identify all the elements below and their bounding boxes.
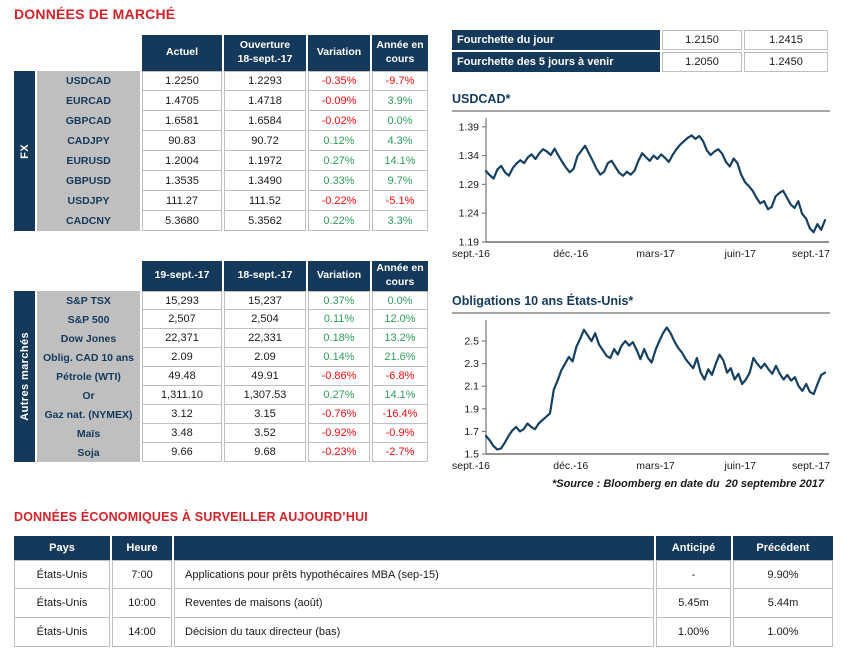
fx-cell: 1.2004 [142, 151, 222, 171]
cell-expected: - [656, 560, 731, 589]
svg-text:mars-17: mars-17 [636, 248, 675, 260]
markets-cell: 2.09 [142, 348, 222, 367]
svg-text:juin-17: juin-17 [724, 460, 757, 472]
fx-header-actual: Actuel [142, 35, 222, 71]
svg-text:sept.-16: sept.-16 [452, 460, 490, 472]
markets-row-label: Dow Jones [37, 329, 140, 348]
markets-row-label: Pétrole (WTI) [37, 367, 140, 386]
fx-row-label: EURUSD [37, 151, 140, 171]
svg-text:1.39: 1.39 [458, 121, 479, 134]
fx-row-label: USDJPY [37, 191, 140, 211]
cell-country: États-Unis [14, 589, 110, 618]
header-expected: Anticipé [656, 536, 731, 560]
fx-cell: 1.4718 [224, 91, 306, 111]
fx-cell: 1.6584 [224, 111, 306, 131]
fx-label-column [37, 35, 140, 231]
header-event [174, 536, 654, 560]
markets-col-variation [308, 261, 370, 462]
fx-cell-variation: -0.35% [308, 71, 370, 91]
markets-cell: 1,307.53 [224, 386, 306, 405]
markets-cell-variation: 0.18% [308, 329, 370, 348]
fx-row-label: CADCNY [37, 211, 140, 231]
svg-text:1.9: 1.9 [464, 403, 479, 416]
cell-time: 14:00 [112, 618, 172, 647]
cell-previous: 1.00% [733, 618, 833, 647]
svg-text:sept.-16: sept.-16 [452, 248, 490, 260]
bonds-chart-block [452, 294, 830, 479]
range-table [452, 30, 828, 72]
cell-event: Applications pour prêts hypothécaires MBA (sep-15) [174, 560, 654, 589]
markets-cell-ytd: 21.6% [372, 348, 428, 367]
svg-text:1.19: 1.19 [458, 236, 479, 249]
fx-cell: 1.2250 [142, 71, 222, 91]
markets-cell-variation: -0.92% [308, 424, 370, 443]
svg-text:1.29: 1.29 [458, 178, 479, 191]
markets-col-ytd [372, 261, 428, 462]
markets-row-label: S&P TSX [37, 291, 140, 310]
fx-table [14, 35, 428, 231]
markets-row-label: Oblig. CAD 10 ans [37, 348, 140, 367]
range-high: 1.2450 [744, 52, 828, 72]
markets-row-label: Maïs [37, 424, 140, 443]
markets-side-label: Autres marchés [18, 332, 31, 421]
svg-text:2.1: 2.1 [464, 380, 479, 393]
range-label: Fourchette du jour [452, 30, 660, 50]
econ-section-title: DONNÉES ÉCONOMIQUES À SURVEILLER AUJOURD’HUI [14, 510, 368, 524]
bonds-chart-title: Obligations 10 ans États-Unis* [452, 294, 634, 308]
fx-row-label: CADJPY [37, 131, 140, 151]
markets-row-label: Gaz nat. (NYMEX) [37, 405, 140, 424]
fx-cell: 111.27 [142, 191, 222, 211]
svg-text:mars-17: mars-17 [636, 460, 675, 472]
markets-cell: 9.66 [142, 443, 222, 462]
cell-country: États-Unis [14, 560, 110, 589]
fx-cell: 5.3562 [224, 211, 306, 231]
markets-cell-ytd: 12.0% [372, 310, 428, 329]
cell-time: 10:00 [112, 589, 172, 618]
range-high: 1.2415 [744, 30, 828, 50]
fx-side-label: FX [18, 143, 31, 159]
markets-side-strip [14, 261, 35, 462]
markets-cell: 1,311.10 [142, 386, 222, 405]
fx-cell-ytd: 4.3% [372, 131, 428, 151]
cell-event: Décision du taux directeur (bas) [174, 618, 654, 647]
markets-row-label: Soja [37, 443, 140, 462]
markets-header-d1: 19-sept.-17 [142, 261, 222, 291]
svg-text:1.7: 1.7 [464, 425, 479, 438]
fx-cell-ytd: 3.3% [372, 211, 428, 231]
fx-cell-variation: 0.22% [308, 211, 370, 231]
svg-text:1.34: 1.34 [458, 150, 479, 163]
fx-cell: 1.3490 [224, 171, 306, 191]
markets-cell: 3.48 [142, 424, 222, 443]
header-previous: Précédent [733, 536, 833, 560]
fx-side-strip [14, 35, 35, 231]
markets-cell-ytd: -2.7% [372, 443, 428, 462]
markets-col-d2 [224, 261, 306, 462]
fx-cell-variation: 0.27% [308, 151, 370, 171]
economic-row [14, 560, 833, 589]
economic-row [14, 589, 833, 618]
markets-cell: 2,507 [142, 310, 222, 329]
range-row [452, 30, 828, 50]
fx-header-variation: Variation [308, 35, 370, 71]
fx-cell: 90.83 [142, 131, 222, 151]
usdcad-chart-title: USDCAD* [452, 92, 511, 106]
fx-cell: 1.1972 [224, 151, 306, 171]
divider [452, 110, 830, 112]
svg-text:sept.-17: sept.-17 [792, 248, 830, 260]
markets-cell: 3.15 [224, 405, 306, 424]
header-time: Heure [112, 536, 172, 560]
fx-col-variation [308, 35, 370, 231]
fx-cell-variation: -0.02% [308, 111, 370, 131]
markets-cell-variation: -0.86% [308, 367, 370, 386]
fx-cell: 1.3535 [142, 171, 222, 191]
markets-cell: 3.52 [224, 424, 306, 443]
economic-table-header [14, 536, 833, 560]
fx-cell: 1.2293 [224, 71, 306, 91]
cell-event: Reventes de maisons (août) [174, 589, 654, 618]
markets-cell-variation: 0.27% [308, 386, 370, 405]
range-low: 1.2150 [662, 30, 742, 50]
range-row [452, 52, 828, 72]
fx-cell-ytd: -9.7% [372, 71, 428, 91]
fx-cell: 5.3680 [142, 211, 222, 231]
page-title: DONNÉES DE MARCHÉ [14, 6, 176, 22]
markets-cell: 9.68 [224, 443, 306, 462]
markets-cell-ytd: -0.9% [372, 424, 428, 443]
range-low: 1.2050 [662, 52, 742, 72]
svg-text:2.5: 2.5 [464, 335, 479, 348]
fx-row-label: GBPCAD [37, 111, 140, 131]
svg-text:1.24: 1.24 [458, 207, 479, 220]
cell-expected: 1.00% [656, 618, 731, 647]
source-note: *Source : Bloomberg en date du 20 septembre 2017 [551, 478, 824, 490]
markets-cell-variation: -0.23% [308, 443, 370, 462]
markets-cell: 22,331 [224, 329, 306, 348]
fx-cell: 1.4705 [142, 91, 222, 111]
fx-cell-variation: 0.12% [308, 131, 370, 151]
markets-cell-variation: -0.76% [308, 405, 370, 424]
cell-previous: 5.44m [733, 589, 833, 618]
economic-table [14, 536, 833, 647]
markets-cell-variation: 0.11% [308, 310, 370, 329]
markets-label-column [37, 261, 140, 462]
markets-header-variation: Variation [308, 261, 370, 291]
fx-cell-ytd: 14.1% [372, 151, 428, 171]
fx-cell-variation: -0.09% [308, 91, 370, 111]
fx-cell-ytd: 0.0% [372, 111, 428, 131]
cell-previous: 9.90% [733, 560, 833, 589]
fx-col-open [224, 35, 306, 231]
markets-cell-variation: 0.37% [308, 291, 370, 310]
markets-cell: 2.09 [224, 348, 306, 367]
markets-cell: 15,237 [224, 291, 306, 310]
fx-col-ytd [372, 35, 428, 231]
header-country: Pays [14, 536, 110, 560]
markets-cell-ytd: -16.4% [372, 405, 428, 424]
fx-row-label: GBPUSD [37, 171, 140, 191]
fx-cell-variation: -0.22% [308, 191, 370, 211]
markets-cell: 2,504 [224, 310, 306, 329]
markets-cell: 49.91 [224, 367, 306, 386]
economic-row [14, 618, 833, 647]
fx-cell-ytd: 9.7% [372, 171, 428, 191]
fx-cell-ytd: 3.9% [372, 91, 428, 111]
fx-cell-ytd: -5.1% [372, 191, 428, 211]
markets-header-ytd: Année en cours [372, 261, 428, 291]
markets-cell-ytd: 13.2% [372, 329, 428, 348]
markets-cell: 15,293 [142, 291, 222, 310]
markets-cell-variation: 0.14% [308, 348, 370, 367]
markets-table [14, 261, 428, 462]
svg-text:juin-17: juin-17 [724, 248, 757, 260]
markets-cell: 22,371 [142, 329, 222, 348]
markets-header-d2: 18-sept.-17 [224, 261, 306, 291]
svg-text:sept.-17: sept.-17 [792, 460, 830, 472]
markets-cell-ytd: -6.8% [372, 367, 428, 386]
markets-cell-ytd: 0.0% [372, 291, 428, 310]
svg-text:1.5: 1.5 [464, 448, 479, 461]
cell-expected: 5.45m [656, 589, 731, 618]
markets-cell: 3.12 [142, 405, 222, 424]
fx-cell: 111.52 [224, 191, 306, 211]
usdcad-line-chart [452, 114, 830, 262]
svg-text:2.3: 2.3 [464, 358, 479, 371]
cell-time: 7:00 [112, 560, 172, 589]
divider [452, 312, 830, 314]
markets-row-label: S&P 500 [37, 310, 140, 329]
markets-col-d1 [142, 261, 222, 462]
markets-row-label: Or [37, 386, 140, 405]
markets-cell-ytd: 14.1% [372, 386, 428, 405]
fx-row-label: USDCAD [37, 71, 140, 91]
cell-country: États-Unis [14, 618, 110, 647]
fx-cell-variation: 0.33% [308, 171, 370, 191]
fx-col-actual [142, 35, 222, 231]
range-label: Fourchette des 5 jours à venir [452, 52, 660, 72]
fx-header-ytd: Année en cours [372, 35, 428, 71]
svg-text:déc.-16: déc.-16 [553, 248, 589, 260]
fx-row-label: EURCAD [37, 91, 140, 111]
svg-text:déc.-16: déc.-16 [553, 460, 589, 472]
fx-cell: 1.6581 [142, 111, 222, 131]
fx-cell: 90.72 [224, 131, 306, 151]
usdcad-chart-block [452, 92, 830, 267]
fx-header-open: Ouverture 18-sept.-17 [224, 35, 306, 71]
markets-cell: 49.48 [142, 367, 222, 386]
bonds-line-chart [452, 316, 830, 474]
